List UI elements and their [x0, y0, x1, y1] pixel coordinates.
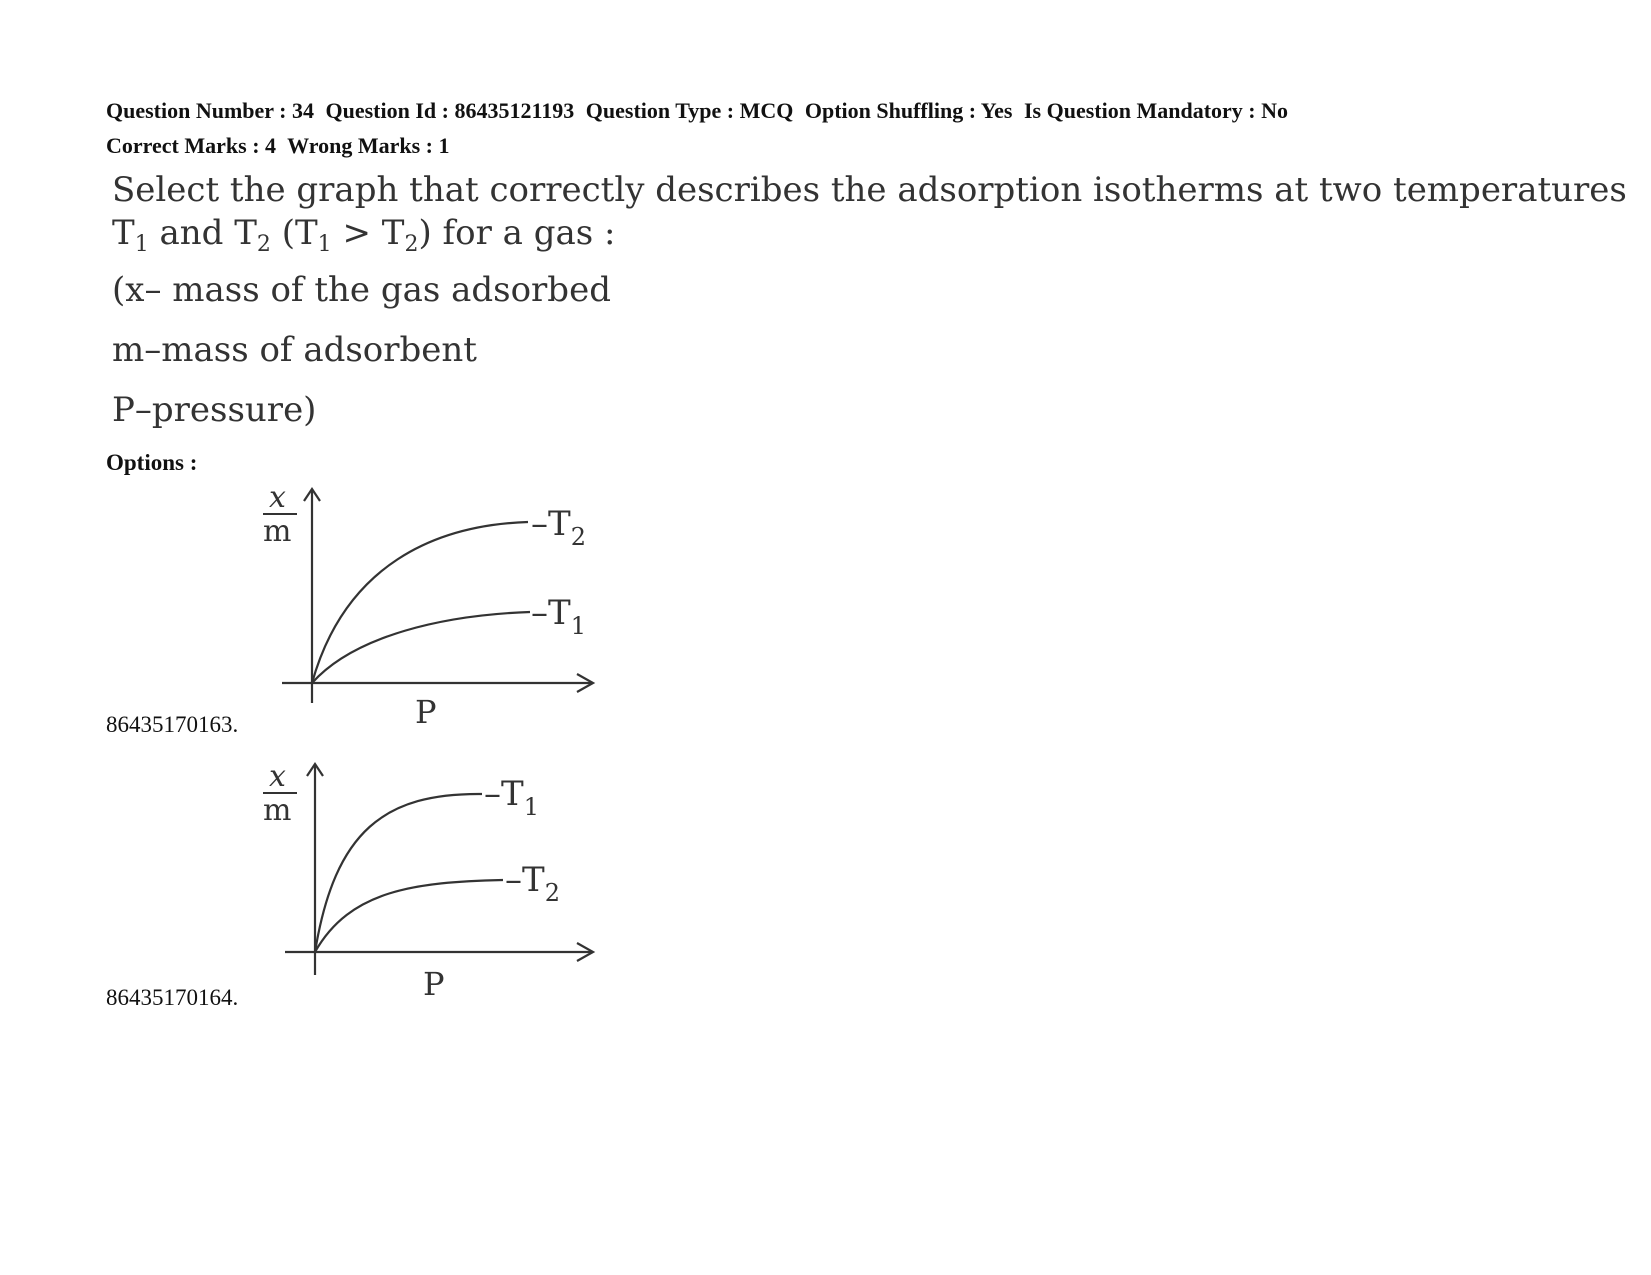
wrong-marks: Wrong Marks : 1 — [287, 133, 450, 158]
curve-lower — [315, 880, 503, 952]
x-label: P — [415, 693, 437, 730]
x-label: P — [423, 965, 445, 1000]
lower-curve-label: $-T_2$ — [505, 860, 560, 907]
question-id: Question Id : 86435121193 — [325, 98, 575, 123]
options-label: Options : — [106, 450, 198, 475]
question-meta-line-2 — [106, 133, 456, 159]
question-text-line-1: Select the graph that correctly describes the adsorption isotherms at two temperatures — [112, 170, 1627, 210]
legend-m: m–mass of adsorbent — [112, 330, 477, 370]
legend-p: P–pressure) — [112, 390, 317, 430]
question-type: Question Type : MCQ — [585, 98, 794, 123]
curve-lower — [312, 612, 530, 683]
y-label-denominator: m — [263, 514, 292, 549]
legend-x: (x– mass of the gas adsorbed — [112, 270, 611, 310]
upper-curve-label: $-T_2$ — [531, 504, 586, 551]
option-graph-2[interactable] — [255, 760, 615, 1000]
option-id[interactable]: 86435170163. — [106, 712, 239, 737]
correct-marks: Correct Marks : 4 — [106, 133, 277, 158]
y-label-denominator: m — [263, 793, 292, 828]
question-text-line-2: $T_1$ and $T_2$ $(T_1 > T_2)$ for a gas : — [112, 213, 616, 257]
curve-upper — [312, 522, 528, 683]
lower-curve-label: $-T_1$ — [531, 593, 586, 640]
curve-upper — [315, 794, 482, 952]
y-label-numerator: x — [269, 760, 286, 794]
option-id[interactable]: 86435170164. — [106, 985, 239, 1010]
question-meta-line-1 — [106, 98, 1294, 124]
option-shuffling: Option Shuffling : Yes — [804, 98, 1013, 123]
question-mandatory: Is Question Mandatory : No — [1023, 98, 1288, 123]
upper-curve-label: $-T_1$ — [484, 774, 539, 821]
question-number: Question Number : 34 — [106, 98, 314, 123]
y-label-numerator: x — [269, 485, 286, 515]
option-graph-1[interactable] — [255, 485, 615, 730]
